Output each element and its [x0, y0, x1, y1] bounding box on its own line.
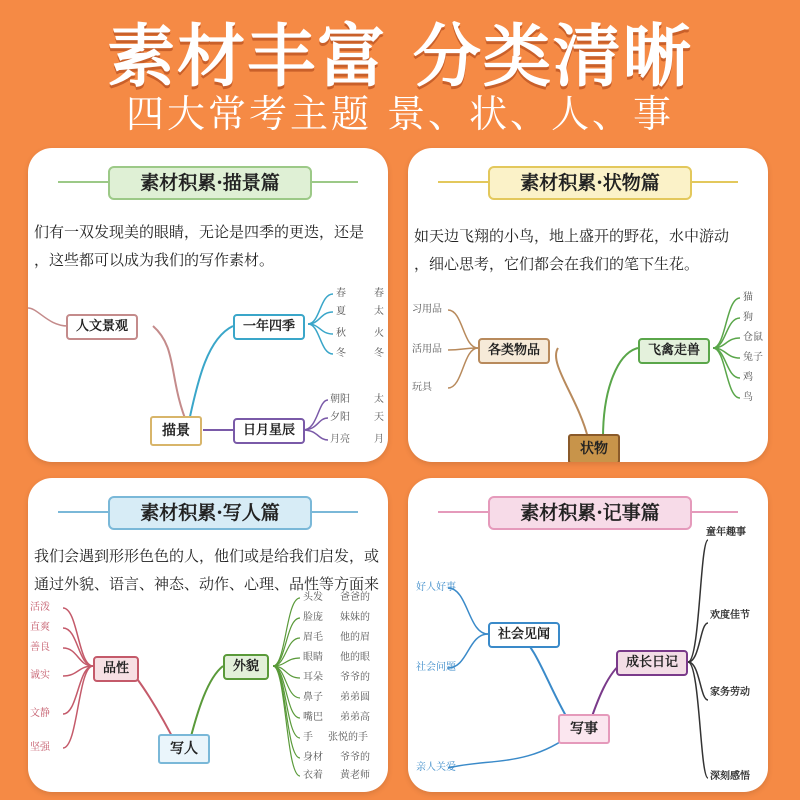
- panel-scenery: [28, 148, 388, 462]
- leaf: 天: [374, 412, 384, 423]
- leaf: 直爽: [30, 622, 50, 633]
- leaf: 月: [374, 434, 384, 445]
- people-text-line-2: 通过外貌、语言、神态、动作、心理、品性等方面来: [34, 575, 380, 593]
- leaf: 坚强: [30, 742, 50, 753]
- leaf: 张悦的手: [328, 732, 368, 743]
- leaf: 爷爷的: [340, 752, 370, 763]
- node-various-items: 各类物品: [478, 338, 550, 364]
- leaf: 太: [374, 394, 384, 405]
- leaf: 眉毛: [303, 632, 323, 643]
- headline: 素材丰富 分类清晰: [107, 18, 693, 97]
- leaf: 兔子: [743, 352, 763, 363]
- objects-text-line-2: ，细心思考，它们都会在我们的笔下生花。: [414, 255, 700, 273]
- leaf: 春: [374, 288, 384, 299]
- leaf: 狗: [743, 312, 753, 323]
- leaf: 冬: [336, 348, 346, 359]
- objects-title: 素材积累·状物篇: [488, 166, 692, 200]
- node-sun-moon-stars: 日月星辰: [233, 418, 305, 444]
- people-text-line-1: 我们会遇到形形色色的人，他们或是给我们启发，或: [34, 547, 380, 565]
- root-people: 写人: [158, 734, 210, 764]
- panel-objects: [408, 148, 768, 462]
- leaf: 衣着: [303, 770, 323, 781]
- leaf: 活泼: [30, 602, 50, 613]
- leaf: 鼻子: [303, 692, 323, 703]
- leaf: 手: [303, 732, 313, 743]
- node-character: 品性: [93, 656, 139, 682]
- scenery-text-line-1: 们有一双发现美的眼睛，无论是四季的更迭，还是: [34, 223, 365, 241]
- leaf: 春: [336, 288, 346, 299]
- leaf: 冬: [374, 348, 384, 359]
- root-scenery: 描景: [150, 416, 202, 446]
- leaf: 脸庞: [303, 612, 323, 623]
- node-four-seasons: 一年四季: [233, 314, 305, 340]
- node-appearance: 外貌: [223, 654, 269, 680]
- node-cultural-landscape: 人文景观: [66, 314, 138, 340]
- people-title: 素材积累·写人篇: [108, 496, 312, 530]
- leaf: 夕阳: [330, 412, 350, 423]
- leaf: 弟弟高: [340, 712, 370, 723]
- leaf: 家务劳动: [710, 687, 750, 698]
- scenery-title: 素材积累·描景篇: [108, 166, 312, 200]
- subheadline: 四大常考主题 景、状、人、事: [125, 92, 675, 136]
- node-growth-diary: 成长日记: [616, 650, 688, 676]
- panel-people: [28, 478, 388, 792]
- leaf: 社会问题: [416, 662, 456, 673]
- leaf: 深刻感悟: [710, 771, 750, 782]
- leaf: 善良: [30, 642, 50, 653]
- leaf: 文静: [30, 708, 50, 719]
- leaf: 仓鼠: [743, 332, 763, 343]
- leaf: 黄老师: [340, 770, 370, 781]
- scenery-text-line-2: ，这些都可以成为我们的写作素材。: [34, 251, 275, 269]
- leaf: 朝阳: [330, 394, 350, 405]
- leaf: 鸡: [743, 372, 753, 383]
- root-events: 写事: [558, 714, 610, 744]
- leaf: 鸟: [743, 392, 753, 403]
- leaf: 耳朵: [303, 672, 323, 683]
- leaf: 嘴巴: [303, 712, 323, 723]
- leaf: 头发: [303, 592, 323, 603]
- leaf: 习用品: [412, 304, 442, 315]
- leaf: 眼睛: [303, 652, 323, 663]
- leaf: 火: [374, 328, 384, 339]
- leaf: 猫: [743, 292, 753, 303]
- leaf: 亲人关爱: [416, 762, 456, 773]
- leaf: 太: [374, 306, 384, 317]
- leaf: 妹妹的: [340, 612, 370, 623]
- leaf: 他的眼: [340, 652, 370, 663]
- leaf: 好人好事: [416, 582, 456, 593]
- leaf: 童年趣事: [706, 527, 746, 538]
- leaf: 夏: [336, 306, 346, 317]
- node-birds-beasts: 飞禽走兽: [638, 338, 710, 364]
- events-title: 素材积累·记事篇: [488, 496, 692, 530]
- leaf: 秋: [336, 328, 346, 339]
- node-social-news: 社会见闻: [488, 622, 560, 648]
- leaf: 爷爷的: [340, 672, 370, 683]
- leaf: 玩具: [412, 382, 432, 393]
- leaf: 月亮: [330, 434, 350, 445]
- objects-text-line-1: 如天边飞翔的小鸟，地上盛开的野花，水中游动: [414, 227, 730, 245]
- leaf: 他的眉: [340, 632, 370, 643]
- leaf: 欢度佳节: [710, 610, 750, 621]
- leaf: 身材: [303, 752, 323, 763]
- leaf: 诚实: [30, 670, 50, 681]
- leaf: 活用品: [412, 344, 442, 355]
- leaf: 弟弟圆: [340, 692, 370, 703]
- panel-events: [408, 478, 768, 792]
- root-objects: 状物: [568, 434, 620, 462]
- leaf: 爸爸的: [340, 592, 370, 603]
